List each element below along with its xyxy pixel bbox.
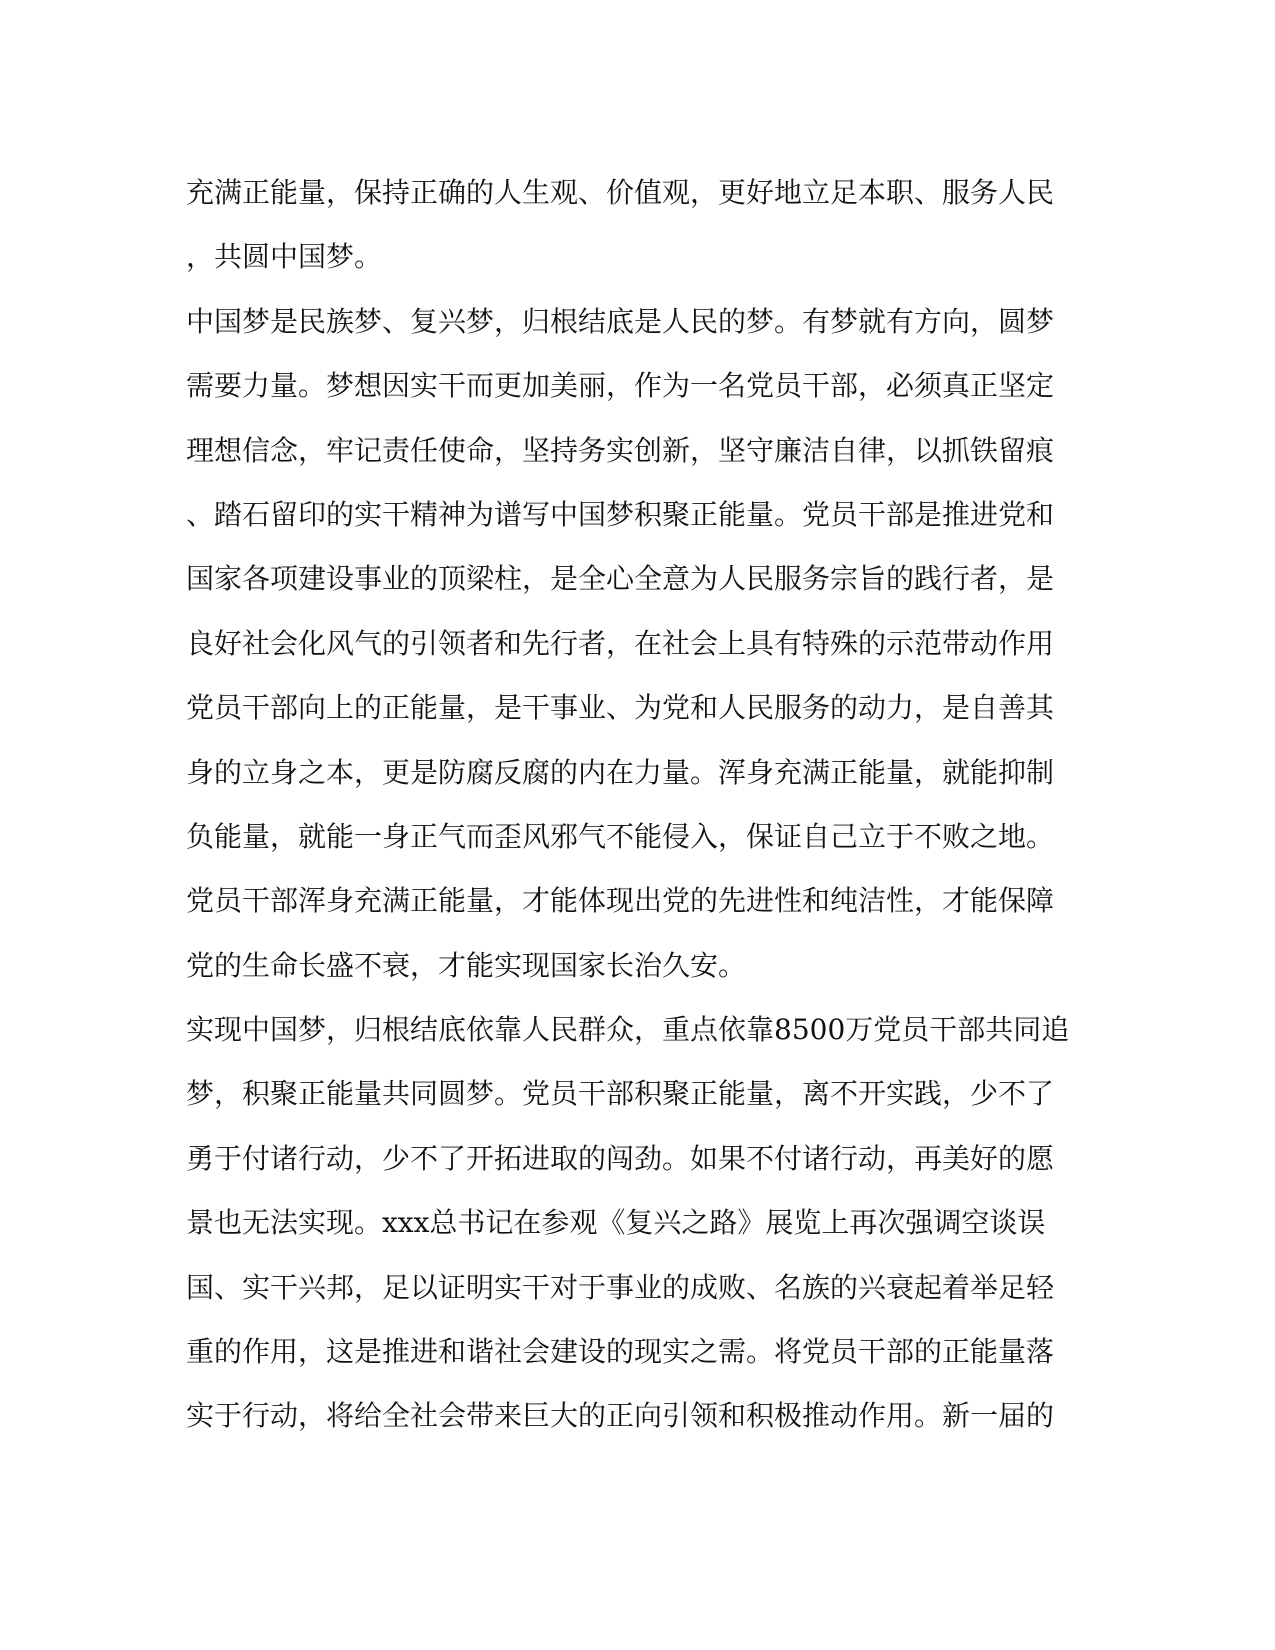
text-line: 重的作用，这是推进和谐社会建设的现实之需。将党员干部的正能量落 [186, 1335, 1055, 1369]
text-line: 中国梦是民族梦、复兴梦，归根结底是人民的梦。有梦就有方向，圆梦 [186, 304, 1055, 338]
text-line: 、踏石留印的实干精神为谱写中国梦积聚正能量。党员干部是推进党和 [186, 497, 1055, 531]
text-line: 需要力量。梦想因实干而更加美丽，作为一名党员干部，必须真正坚定 [186, 369, 1055, 403]
text-line: 国家各项建设事业的顶梁柱，是全心全意为人民服务宗旨的践行者，是 [186, 562, 1055, 596]
text-line: 梦，积聚正能量共同圆梦。党员干部积聚正能量，离不开实践，少不了 [186, 1077, 1055, 1111]
text-line: 勇于付诸行动，少不了开拓进取的闯劲。如果不付诸行动，再美好的愿 [186, 1141, 1055, 1175]
body-text [186, 161, 1086, 1449]
text-line: 良好社会化风气的引领者和先行者，在社会上具有特殊的示范带动作用 [186, 626, 1055, 660]
text-line: 充满正能量，保持正确的人生观、价值观，更好地立足本职、服务人民 [186, 176, 1055, 209]
text-line: 实于行动，将给全社会带来巨大的正向引领和积极推动作用。新一届的 [186, 1399, 1055, 1433]
text-line: 党的生命长盛不衰，才能实现国家长治久安。 [186, 948, 747, 982]
text-line: 理想信念，牢记责任使命，坚持务实创新，坚守廉洁自律，以抓铁留痕 [186, 433, 1055, 467]
text-line: 党员干部浑身充满正能量，才能体现出党的先进性和纯洁性，才能保障 [186, 884, 1055, 918]
text-line: 负能量，就能一身正气而歪风邪气不能侵入，保证自己立于不败之地。 [186, 819, 1055, 853]
text-line: 身的立身之本，更是防腐反腐的内在力量。浑身充满正能量，就能抑制 [186, 755, 1055, 789]
text-line: ，共圆中国梦。 [186, 240, 383, 274]
text-line: 实现中国梦，归根结底依靠人民群众，重点依靠8500万党员干部共同追 [186, 1013, 1070, 1047]
text-line: 景也无法实现。xxx总书记在参观《复兴之路》展览上再次强调空谈误 [186, 1206, 1046, 1240]
text-line: 国、实干兴邦，足以证明实干对于事业的成败、名族的兴衰起着举足轻 [186, 1270, 1055, 1304]
text-line: 党员干部向上的正能量，是干事业、为党和人民服务的动力，是自善其 [186, 691, 1055, 725]
